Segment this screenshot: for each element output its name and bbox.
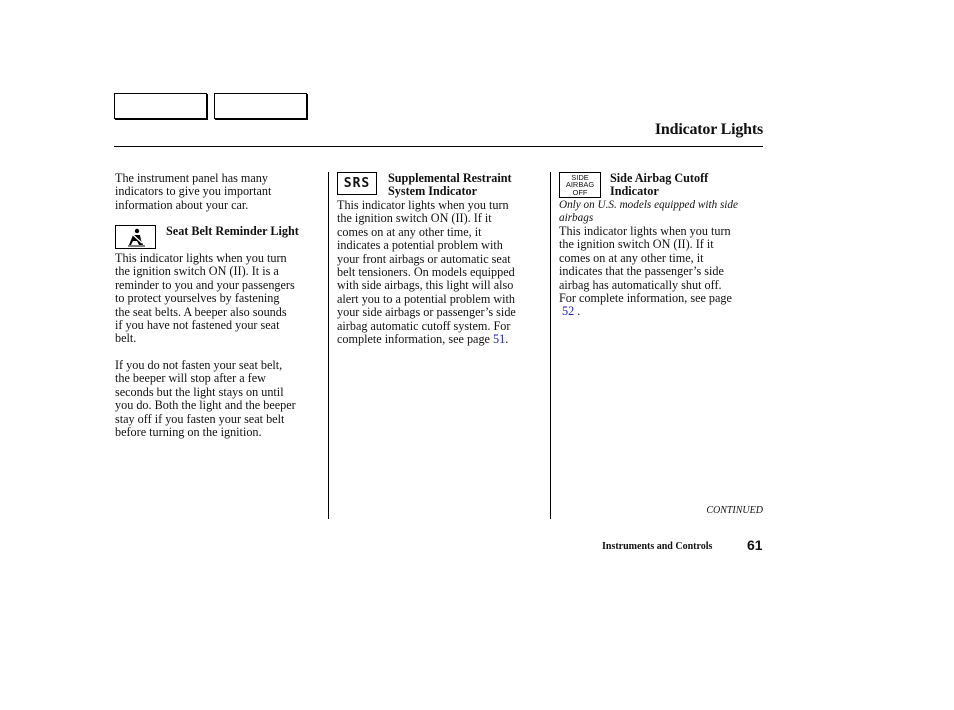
heading-line: Supplemental Restraint (388, 171, 512, 185)
icon-line: OFF (572, 187, 588, 197)
page-title: Indicator Lights (654, 121, 763, 138)
text-line: the seat belts. A beeper also sounds (115, 304, 287, 319)
text-line: the ignition switch ON (II). If it (559, 237, 714, 252)
text-line: indicates a potential problem with (337, 238, 503, 253)
seat-belt-body (115, 252, 325, 346)
text-line: For complete information, see page (559, 291, 732, 306)
text-line: belt tensioners. On models equipped (337, 265, 515, 280)
text-line: you do. Both the light and the beeper (115, 398, 296, 413)
srs-body (337, 199, 547, 346)
text-line: The instrument panel has many (115, 171, 268, 185)
airbag-off-icon (559, 172, 601, 198)
footer-section: Instruments and Controls (602, 541, 713, 552)
srs-icon-label: SRS (343, 176, 371, 191)
text-line: alert you to a potential problem with (337, 291, 516, 306)
nav-button-next[interactable] (214, 93, 307, 119)
heading-line: System Indicator (388, 184, 478, 199)
text-line: seconds but the light stays on until (115, 384, 284, 399)
text-line: if you have not fastened your seat (115, 318, 280, 333)
text-line: indicates that the passenger’s side (559, 264, 724, 279)
text-line: This indicator lights when you turn (115, 251, 287, 265)
column-seat-belt (115, 172, 325, 212)
nav-button-previous[interactable] (114, 93, 207, 119)
icon-line: AIRBAG (565, 180, 595, 190)
text-line: the ignition switch ON (II). If it (337, 211, 492, 226)
seat-belt-heading: Seat Belt Reminder Light (166, 224, 299, 238)
column-divider (550, 172, 551, 519)
intro-text (115, 172, 325, 212)
text-line: Only on U.S. models equipped with side (559, 199, 738, 211)
text-line: airbags (559, 212, 594, 224)
page-link-52[interactable]: 52 (562, 304, 575, 319)
column-divider (328, 172, 329, 519)
text-line: information about your car. (115, 197, 249, 212)
airbag-cutoff-body (559, 225, 769, 319)
srs-icon (337, 172, 377, 195)
heading-line: Indicator (610, 184, 659, 199)
text-line: comes on at any other time, it (559, 250, 704, 265)
airbag-note (559, 199, 769, 225)
text-line: the ignition switch ON (II). It is a (115, 264, 279, 279)
text-line: indicators to give you important (115, 184, 272, 199)
text-line: comes on at any other time, it (337, 224, 482, 239)
airbag-cutoff-heading (610, 172, 708, 199)
page-link-51[interactable]: 51 (493, 332, 506, 347)
text-line: the beeper will stop after a few (115, 371, 266, 386)
text-line: If you do not fasten your seat belt, (115, 358, 283, 372)
text-line: to protect yourselves by fastening (115, 291, 280, 306)
text-line: before turning on the ignition. (115, 425, 262, 440)
page-number: 61 (747, 537, 763, 553)
text-line: your front airbags or automatic seat (337, 251, 511, 266)
seat-belt-body-2 (115, 359, 325, 439)
text-line: airbag has automatically shut off. (559, 277, 722, 292)
icon-line: SIDE (571, 172, 589, 182)
text-line: reminder to you and your passengers (115, 277, 295, 292)
period: . (577, 304, 581, 319)
text-line: airbag automatic cutoff system. For (337, 318, 511, 333)
heading-line: Side Airbag Cutoff (610, 171, 709, 185)
text-line: with side airbags, this light will also (337, 278, 514, 293)
text-line: This indicator lights when you turn (559, 224, 731, 238)
text-line: your side airbags or passenger’s side (337, 305, 516, 320)
continued-label: CONTINUED (706, 505, 763, 516)
period: . (505, 332, 509, 347)
text-line: This indicator lights when you turn (337, 198, 509, 212)
title-rule (114, 146, 763, 147)
text-line: complete information, see page (337, 332, 490, 347)
srs-heading (388, 172, 512, 199)
text-line: belt. (115, 331, 137, 346)
seat-belt-icon (115, 225, 156, 249)
text-line: stay off if you fasten your seat belt (115, 411, 285, 426)
